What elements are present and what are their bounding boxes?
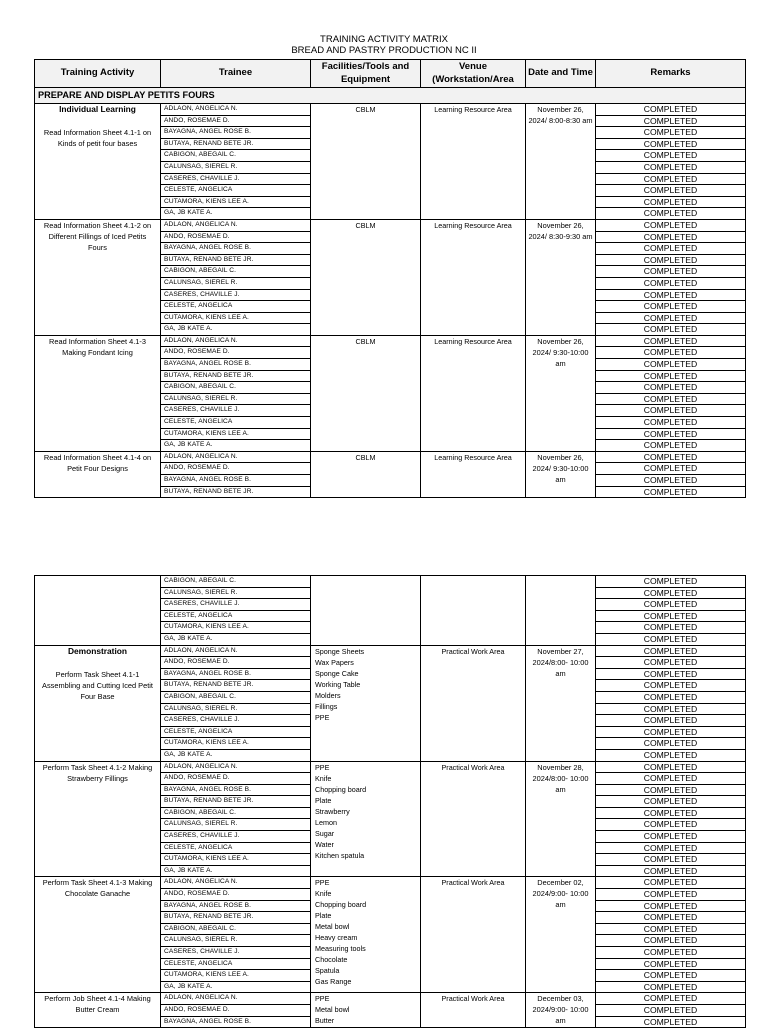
trainee-name: BAYAGNA, ANGEL ROSE B. [161,243,311,255]
activity-description: Read Information Sheet 4.1-3 Making Fondant Icing [49,336,146,357]
table-header-row [35,60,746,88]
remark-status: COMPLETED [596,715,746,727]
remark-status: COMPLETED [596,935,746,947]
remark-status: COMPLETED [596,703,746,715]
date-time-cell [526,576,596,646]
trainee-name: BUTAYA, RENAND BETE JR. [161,796,311,808]
trainee-name: BUTAYA, RENAND BETE JR. [161,370,311,382]
trainee-name: CABIGON, ABEGAIL C. [161,266,311,278]
facility-item: CBLM [355,336,376,346]
remark-status: COMPLETED [596,761,746,773]
trainee-name: CASERES, CHAVILLE J. [161,831,311,843]
trainee-name: CELESTE, ANGELICA [161,185,311,197]
facility-item: PPE [315,712,330,722]
remark-status: COMPLETED [596,428,746,440]
remark-status: COMPLETED [596,173,746,185]
venue-cell: Practical Work Area [421,761,526,877]
facility-item: Chocolate [315,955,348,965]
remark-status: COMPLETED [596,196,746,208]
date-time-cell: November 27, 2024/8:00- 10:00 am [526,645,596,761]
remark-status: COMPLETED [596,947,746,959]
trainee-name: ANDO, ROSEMAE D. [161,773,311,785]
trainee-name: CABIGON, ABEGAIL C. [161,382,311,394]
facility-item: Fillings [315,701,338,711]
remark-status: COMPLETED [596,370,746,382]
header-training-activity: Training Activity [35,60,161,88]
header-remarks: Remarks [596,60,746,88]
facilities-cell [311,219,421,335]
trainee-name: BUTAYA, RENAND BETE JR. [161,254,311,266]
facilities-cell [311,645,421,761]
remark-status: COMPLETED [596,900,746,912]
venue-cell: Practical Work Area [421,645,526,761]
document-subtitle: BREAD AND PASTRY PRODUCTION NC II [291,45,477,56]
venue-cell: Learning Resource Area [421,219,526,335]
trainee-name: CALUNSAG, SIEREL R. [161,935,311,947]
facility-item: PPE [315,878,330,888]
facility-item: Water [315,839,334,849]
facility-item: Metal bowl [315,922,350,932]
venue-cell: Practical Work Area [421,993,526,1028]
date-time-cell: November 26, 2024/ 8:30-9:30 am [526,219,596,335]
facility-item: Sponge Sheets [315,646,365,656]
trainee-name: GA, JB KATE A. [161,633,311,645]
venue-cell: Learning Resource Area [421,104,526,220]
remark-status: COMPLETED [596,981,746,993]
remark-status: COMPLETED [596,796,746,808]
training-matrix-table-page-1 [34,59,746,498]
trainee-name: CASERES, CHAVILLE J. [161,947,311,959]
trainee-name: ANDO, ROSEMAE D. [161,463,311,475]
date-time-cell: November 26, 2024/ 9:30-10:00 am [526,451,596,497]
trainee-name: CASERES, CHAVILLE J. [161,599,311,611]
facility-item: Plate [315,911,332,921]
trainee-name: BAYAGNA, ANGEL ROSE B. [161,1016,311,1028]
facility-item: CBLM [355,452,376,462]
trainee-name: BAYAGNA, ANGEL ROSE B. [161,475,311,487]
facility-item: Strawberry [315,806,350,816]
remark-status: COMPLETED [596,1004,746,1016]
trainee-name: CABIGON, ABEGAIL C. [161,691,311,703]
trainee-name: ADLAON, ANGELICA N. [161,993,311,1005]
table-row [35,104,746,116]
remark-status: COMPLETED [596,475,746,487]
remark-status: COMPLETED [596,289,746,301]
trainee-name: ANDO, ROSEMAE D. [161,231,311,243]
trainee-name: CUTAMORA, KIENS LEE A. [161,622,311,634]
table-row [35,993,746,1005]
remark-status: COMPLETED [596,185,746,197]
trainee-name: CUTAMORA, KIENS LEE A. [161,312,311,324]
trainee-name: GA, JB KATE A. [161,324,311,336]
trainee-name: CUTAMORA, KIENS LEE A. [161,970,311,982]
remark-status: COMPLETED [596,104,746,116]
trainee-name: CALUNSAG, SIEREL R. [161,819,311,831]
trainee-name: CASERES, CHAVILLE J. [161,173,311,185]
remark-status: COMPLETED [596,854,746,866]
activity-description: Perform Task Sheet 4.1-3 Making Chocolate Ganache [42,878,153,899]
trainee-name: GA, JB KATE A. [161,440,311,452]
remark-status: COMPLETED [596,587,746,599]
remark-status: COMPLETED [596,842,746,854]
trainee-name: CELESTE, ANGELICA [161,842,311,854]
remark-status: COMPLETED [596,831,746,843]
training-activity-cell [35,877,161,993]
remark-status: COMPLETED [596,463,746,475]
remark-status: COMPLETED [596,254,746,266]
remark-status: COMPLETED [596,610,746,622]
trainee-name: BUTAYA, RENAND BETE JR. [161,138,311,150]
trainee-name: ANDO, ROSEMAE D. [161,347,311,359]
facility-item: PPE [315,994,330,1004]
trainee-name: GA, JB KATE A. [161,981,311,993]
trainee-name: CABIGON, ABEGAIL C. [161,150,311,162]
trainee-name: CELESTE, ANGELICA [161,610,311,622]
date-time-cell: November 26, 2024/ 9:30-10:00 am [526,335,596,451]
remark-status: COMPLETED [596,657,746,669]
trainee-name: ADLAON, ANGELICA N. [161,877,311,889]
learning-mode-heading: Demonstration [67,645,128,656]
trainee-name: ANDO, ROSEMAE D. [161,889,311,901]
remark-status: COMPLETED [596,726,746,738]
facility-item: Knife [315,889,332,899]
trainee-name: BAYAGNA, ANGEL ROSE B. [161,900,311,912]
trainee-name: CALUNSAG, SIEREL R. [161,587,311,599]
remark-status: COMPLETED [596,773,746,785]
date-time-cell: December 02, 2024/9:00- 10:00 am [526,877,596,993]
trainee-name: CASERES, CHAVILLE J. [161,715,311,727]
trainee-name: ADLAON, ANGELICA N. [161,761,311,773]
remark-status: COMPLETED [596,440,746,452]
activity-description: Read Information Sheet 4.1-1 on Kinds of petit four bases [43,128,152,148]
remark-status: COMPLETED [596,680,746,692]
training-activity-cell [35,645,161,761]
trainee-name: CUTAMORA, KIENS LEE A. [161,196,311,208]
trainee-name: CASERES, CHAVILLE J. [161,405,311,417]
date-time-cell: November 26, 2024/ 8:00-8:30 am [526,104,596,220]
remark-status: COMPLETED [596,877,746,889]
header-trainee: Trainee [161,60,311,88]
trainee-name: ANDO, ROSEMAE D. [161,657,311,669]
trainee-name: ANDO, ROSEMAE D. [161,115,311,127]
remark-status: COMPLETED [596,912,746,924]
trainee-name: BUTAYA, RENAND BETE JR. [161,486,311,498]
section-title: PREPARE AND DISPLAY PETITS FOURS [35,88,746,104]
remark-status: COMPLETED [596,784,746,796]
trainee-name: ANDO, ROSEMAE D. [161,1004,311,1016]
table-row [35,877,746,889]
table-row [35,761,746,773]
learning-mode-heading: Individual Learning [59,104,136,114]
facility-item: Chopping board [315,900,367,910]
trainee-name: GA, JB KATE A. [161,749,311,761]
table-row [35,645,746,657]
remark-status: COMPLETED [596,576,746,588]
trainee-name: CELESTE, ANGELICA [161,958,311,970]
remark-status: COMPLETED [596,865,746,877]
remark-status: COMPLETED [596,807,746,819]
remark-status: COMPLETED [596,243,746,255]
trainee-name: CALUNSAG, SIEREL R. [161,161,311,173]
remark-status: COMPLETED [596,691,746,703]
remark-status: COMPLETED [596,277,746,289]
remark-status: COMPLETED [596,347,746,359]
remark-status: COMPLETED [596,417,746,429]
training-activity-cell [35,104,161,220]
remark-status: COMPLETED [596,486,746,498]
trainee-name: ADLAON, ANGELICA N. [161,335,311,347]
remark-status: COMPLETED [596,738,746,750]
training-activity-cell [35,993,161,1028]
remark-status: COMPLETED [596,115,746,127]
venue-cell [421,576,526,646]
remark-status: COMPLETED [596,622,746,634]
remark-status: COMPLETED [596,301,746,313]
remark-status: COMPLETED [596,749,746,761]
date-time-cell: November 28, 2024/8:00- 10:00 am [526,761,596,877]
facility-item: CBLM [355,105,376,114]
activity-description: Perform Job Sheet 4.1-4 Making Butter Cream [44,994,151,1015]
section-row [35,88,746,104]
trainee-name: BUTAYA, RENAND BETE JR. [161,680,311,692]
trainee-name: ADLAON, ANGELICA N. [161,104,311,116]
facilities-cell [311,335,421,451]
trainee-name: GA, JB KATE A. [161,208,311,220]
venue-cell: Learning Resource Area [421,451,526,497]
trainee-name: CABIGON, ABEGAIL C. [161,807,311,819]
remark-status: COMPLETED [596,382,746,394]
trainee-name: ADLAON, ANGELICA N. [161,451,311,463]
remark-status: COMPLETED [596,324,746,336]
remark-status: COMPLETED [596,405,746,417]
activity-description: Read Information Sheet 4.1-2 on Different Fillings of Iced Petits Fours [43,220,152,252]
remark-status: COMPLETED [596,266,746,278]
table-row [35,335,746,347]
facility-item: Molders [315,690,341,700]
facility-item: CBLM [355,220,376,230]
trainee-name: CASERES, CHAVILLE J. [161,289,311,301]
remark-status: COMPLETED [596,359,746,371]
activity-description: Perform Task Sheet 4.1-1 Assembling and Cutting Iced Petit Four Base [42,669,153,701]
remark-status: COMPLETED [596,970,746,982]
remark-status: COMPLETED [596,312,746,324]
table-row [35,576,746,588]
remark-status: COMPLETED [596,150,746,162]
remark-status: COMPLETED [596,889,746,901]
trainee-name: CALUNSAG, SIEREL R. [161,277,311,289]
remark-status: COMPLETED [596,993,746,1005]
facility-item: Lemon [315,817,337,827]
trainee-name: CABIGON, ABEGAIL C. [161,923,311,935]
remark-status: COMPLETED [596,599,746,611]
trainee-name: CELESTE, ANGELICA [161,726,311,738]
remark-status: COMPLETED [596,138,746,150]
remark-status: COMPLETED [596,231,746,243]
date-time-cell: December 03, 2024/9:00- 10:00 am [526,993,596,1028]
trainee-name: CALUNSAG, SIEREL R. [161,703,311,715]
facilities-cell [311,761,421,877]
trainee-name: CALUNSAG, SIEREL R. [161,393,311,405]
trainee-name: CUTAMORA, KIENS LEE A. [161,428,311,440]
header-date-time: Date and Time [526,60,596,88]
training-activity-cell [35,761,161,877]
facilities-cell [311,877,421,993]
document-title: TRAINING ACTIVITY MATRIX [320,34,448,45]
remark-status: COMPLETED [596,1016,746,1028]
header-venue: Venue (Workstation/Area [421,60,526,88]
remark-status: COMPLETED [596,819,746,831]
facilities-cell [311,104,421,220]
trainee-name: CELESTE, ANGELICA [161,417,311,429]
remark-status: COMPLETED [596,127,746,139]
remark-status: COMPLETED [596,208,746,220]
facility-item: Butter [315,1016,335,1026]
activity-description: Perform Task Sheet 4.1-2 Making Strawberry Fillings [42,762,153,783]
facility-item: Gas Range [315,977,352,987]
trainee-name: ADLAON, ANGELICA N. [161,645,311,657]
training-activity-cell [35,219,161,335]
facility-item: Kitchen spatula [315,850,365,860]
remark-status: COMPLETED [596,335,746,347]
table-row [35,451,746,463]
remark-status: COMPLETED [596,451,746,463]
trainee-name: BAYAGNA, ANGEL ROSE B. [161,668,311,680]
trainee-name: CUTAMORA, KIENS LEE A. [161,854,311,866]
trainee-name: BUTAYA, RENAND BETE JR. [161,912,311,924]
header-facilities: Facilities/Tools and Equipment [311,60,421,88]
facility-item: Chopping board [315,784,367,794]
facility-item: PPE [315,762,330,772]
facilities-cell [311,993,421,1028]
table-row [35,219,746,231]
facility-item: Sponge Cake [315,668,359,678]
remark-status: COMPLETED [596,219,746,231]
remark-status: COMPLETED [596,668,746,680]
training-activity-cell [35,335,161,451]
venue-cell: Learning Resource Area [421,335,526,451]
trainee-name: ADLAON, ANGELICA N. [161,219,311,231]
training-matrix-table-page-2 [34,575,746,1028]
facilities-cell [311,576,421,646]
trainee-name: BAYAGNA, ANGEL ROSE B. [161,359,311,371]
remark-status: COMPLETED [596,645,746,657]
trainee-name: GA, JB KATE A. [161,865,311,877]
training-activity-cell [35,451,161,497]
facility-item: Spatula [315,966,340,976]
facility-item: Metal bowl [315,1005,350,1015]
venue-cell: Practical Work Area [421,877,526,993]
facility-item: Working Table [315,679,361,689]
facilities-cell [311,451,421,497]
facility-item: Wax Papers [315,657,354,667]
activity-description: Read Information Sheet 4.1-4 on Petit Four Designs [43,452,152,473]
remark-status: COMPLETED [596,393,746,405]
facility-item: Plate [315,795,332,805]
facility-item: Sugar [315,828,335,838]
trainee-name: BAYAGNA, ANGEL ROSE B. [161,784,311,796]
trainee-name: CELESTE, ANGELICA [161,301,311,313]
remark-status: COMPLETED [596,923,746,935]
trainee-name: CUTAMORA, KIENS LEE A. [161,738,311,750]
trainee-name: BAYAGNA, ANGEL ROSE B. [161,127,311,139]
training-activity-cell [35,576,161,646]
remark-status: COMPLETED [596,161,746,173]
remark-status: COMPLETED [596,958,746,970]
trainee-name: CABIGON, ABEGAIL C. [161,576,311,588]
facility-item: Knife [315,773,332,783]
facility-item: Heavy cream [315,933,358,943]
remark-status: COMPLETED [596,633,746,645]
facility-item: Measuring tools [315,944,366,954]
